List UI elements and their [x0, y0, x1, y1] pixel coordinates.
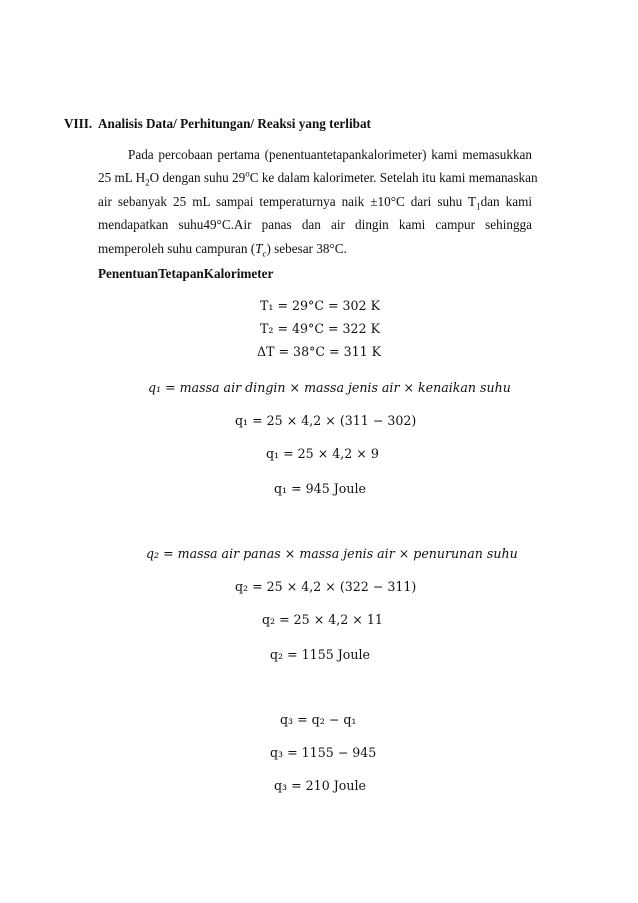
paragraph-line-2: 25 mL $H_2O$ dengan suhu 29$^o$C ke dalam kalorimeter. Setelah itu kami memanaskan	[98, 169, 538, 189]
equation-t2: T₂ = 49°C = 322 K	[260, 321, 380, 336]
equation-q2-step1: q₂ = 25 × 4,2 × (322 − 311)	[235, 579, 417, 594]
paragraph-line-5: memperoleh suhu campuran $(T_c)$ sebesar 38°C.	[98, 240, 347, 259]
subsection-heading: PenentuanTetapanKalorimeter	[98, 266, 274, 281]
intro-paragraph	[98, 143, 538, 260]
equation-q3-result: q₃ = 210 Joule	[274, 778, 366, 793]
equation-q1-step2: q₁ = 25 × 4,2 × 9	[266, 446, 379, 461]
section-title: Analisis Data/ Perhitungan/ Reaksi yang terlibat	[98, 116, 371, 131]
paragraph-line-1: Pada percobaan pertama (penentuantetapankalorimeter) kami memasukkan	[128, 147, 532, 162]
equation-q2-definition: q₂ = massa air panas × massa jenis air × penurunan suhu	[146, 546, 518, 561]
equation-q1-result: q₁ = 945 Joule	[274, 481, 366, 496]
section-heading	[64, 116, 371, 132]
paragraph-line-3: air sebanyak 25 mL sampai temperaturnya naik ±10°C dari suhu $T_1dan$ kami	[98, 193, 532, 212]
equation-t1: T₁ = 29°C = 302 K	[260, 298, 380, 313]
equation-q3-definition: q₃ = q₂ − q₁	[280, 712, 357, 727]
equation-q1-step1: q₁ = 25 × 4,2 × (311 − 302)	[235, 413, 417, 428]
equation-q1-definition: q₁ = massa air dingin × massa jenis air × kenaikan suhu	[148, 380, 511, 395]
paragraph-line-4: mendapatkan suhu49°C.Air panas dan air dingin kami campur sehingga	[98, 217, 532, 233]
equation-q2-step2: q₂ = 25 × 4,2 × 11	[262, 612, 383, 627]
section-number: VIII.	[64, 116, 93, 131]
equation-q2-result: q₂ = 1155 Joule	[270, 647, 370, 662]
equation-delta-t: ΔT = 38°C = 311 K	[257, 344, 382, 359]
equation-q3-step1: q₃ = 1155 − 945	[270, 745, 377, 760]
